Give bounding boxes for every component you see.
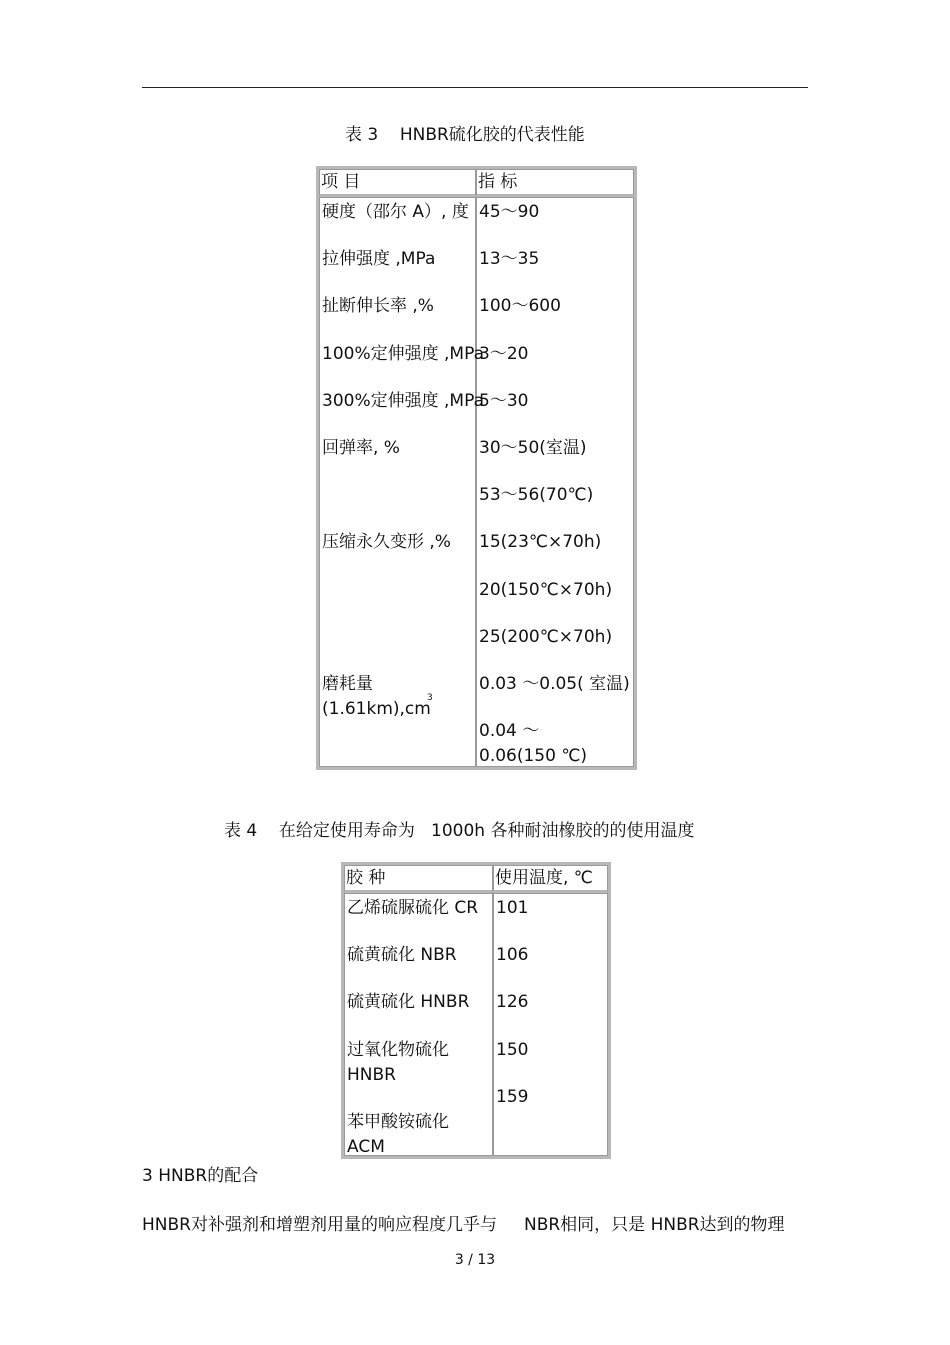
table3-row-value: 25(200℃×70h)	[479, 627, 613, 647]
table4-row-value: 150	[496, 1040, 529, 1060]
table3-row-value: 20(150℃×70h)	[479, 580, 613, 600]
table3-row-label: 硬度（邵尔 A）, 度	[322, 202, 469, 222]
table3-row-label: 压缩永久变形 ,%	[322, 532, 451, 552]
section-heading: 3 HNBR的配合	[142, 1166, 259, 1186]
table4-row-value: 106	[496, 945, 529, 965]
table3-row-value: 3～20	[479, 344, 529, 364]
table3-caption: 表 3 HNBR硫化胶的代表性能	[345, 125, 585, 145]
table4-row-label: 苯甲酸铵硫化	[347, 1112, 449, 1132]
table4-row-label: 过氧化物硫化	[347, 1040, 449, 1060]
table3	[316, 166, 637, 770]
table4-row-label: 硫黄硫化 HNBR	[347, 992, 470, 1012]
table3-row-value: 30～50(室温)	[479, 438, 587, 458]
table3-row-value: 0.03 ～0.05( 室温)	[479, 674, 630, 694]
table4-caption: 表 4 在给定使用寿命为 1000h 各种耐油橡胶的的使用温度	[224, 821, 695, 841]
table3-row-label: 拉伸强度 ,MPa	[322, 249, 436, 269]
table3-row-value: 53～56(70℃)	[479, 485, 594, 505]
table3-row-label: 100%定伸强度 ,MPa	[322, 344, 484, 364]
table4-row-value: 101	[496, 898, 529, 918]
page-number: 3 / 13	[454, 1252, 496, 1268]
table3-row-label: 回弹率, %	[322, 438, 400, 458]
table4-row-value: 159	[496, 1087, 529, 1107]
table3-header-item: 项 目	[319, 169, 476, 197]
table3-superscript: 3	[427, 693, 433, 703]
table3-header-index: 指 标	[476, 169, 634, 197]
header-rule	[142, 87, 808, 88]
table4-row-label: 硫黄硫化 NBR	[347, 945, 457, 965]
table4-row-label: 乙烯硫脲硫化 CR	[347, 898, 479, 918]
table3-row-value: 0.04 ～	[479, 721, 540, 741]
table3-row-value: 5～30	[479, 391, 529, 411]
table4-row-value: 126	[496, 992, 529, 1012]
table3-row-label: 300%定伸强度 ,MPa	[322, 391, 484, 411]
table3-row-value: 100～600	[479, 296, 561, 316]
table3-row-label: 扯断伸长率 ,%	[322, 296, 434, 316]
table3-row-label: 磨耗量	[322, 674, 373, 694]
table3-row-label: (1.61km),cm	[322, 699, 431, 719]
table3-row-value: 13～35	[479, 249, 540, 269]
table3-row-value: 45～90	[479, 202, 540, 222]
body-paragraph: HNBR对补强剂和增塑剂用量的响应程度几乎与 NBR相同，只是 HNBR达到的物理	[142, 1215, 785, 1235]
table4-row-label: ACM	[347, 1137, 385, 1157]
table4	[341, 862, 611, 1159]
table4-header-rubber: 胶 种	[344, 865, 493, 893]
table4-header-temp: 使用温度, ℃	[493, 865, 608, 893]
table4-row-label: HNBR	[347, 1065, 396, 1085]
table3-row-value: 15(23℃×70h)	[479, 532, 602, 552]
table3-row-value: 0.06(150 ℃)	[479, 746, 588, 766]
